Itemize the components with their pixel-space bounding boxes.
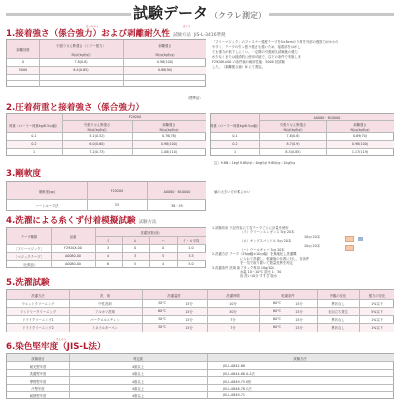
section4-method-label: 試験方法 [138, 220, 157, 225]
method-line: （ハ）ウールギャバ 5㎝ 20本 [240, 248, 285, 253]
table-cell: 6 [106, 262, 110, 266]
table-cell: 0.88(90) [157, 68, 173, 72]
fabric-swatch-image [358, 237, 363, 241]
s4-col-type: テープ種類 [20, 235, 38, 239]
s2-unit-peel-2: N/㎝(kgf/㎝) [350, 128, 370, 132]
s2-col-load: 荷重（ローラー荷重kg/8.5㎝幅） [9, 124, 59, 128]
table-cell: 60℃ [273, 317, 281, 321]
desc-line: 「フリーマジック」のファスナー強度テープを5×8cmのり材を外部の強度力がかかり [212, 40, 339, 44]
table-cell: 0.2 [232, 142, 238, 146]
table-cell: 0.2 [31, 142, 37, 146]
table-cell: 30℃ [158, 301, 166, 305]
table-cell: 15分 [185, 318, 193, 322]
page-title: 試験データ [132, 4, 208, 22]
table-cell: 耐熱堅牢度 [29, 394, 47, 398]
s4-sub-a: イ [106, 239, 110, 243]
table-cell: 38・45 [171, 204, 183, 208]
section5-heading: 5.洗濯試験 [6, 278, 50, 288]
table-cell: 53 [114, 203, 120, 207]
table-cell: パークロルエチレン [90, 318, 120, 322]
table-cell: 摩擦堅牢度 [29, 380, 47, 384]
s6-col-item: 試験項目 [31, 357, 45, 361]
table-cell: ランドリークリーニング [19, 310, 57, 314]
desc-line: した。（剥離強さ値）N にて測定。 [212, 65, 265, 69]
s5-col-strength: 強力の変化 [368, 294, 386, 298]
section1-method-label: 試験方法 [172, 33, 191, 38]
s4-col-code: 品番 [69, 235, 77, 239]
s3-col-f2920x: F2920X [110, 189, 124, 193]
fabric-swatch-image [345, 245, 354, 251]
method-line: 3.洗濯条件 洗剤 新アタック専用 10g/10L [212, 265, 275, 270]
table-cell: 4級以上 [132, 394, 144, 398]
table-cell: ミネラルターペン [91, 326, 119, 330]
table-cell: 7.8(0.8) [74, 60, 88, 64]
table-cell: ドライクリーニング1 [22, 318, 54, 322]
section4-title: 4.洗濯による糸くず付着模擬試験 [6, 216, 136, 226]
table-cell: （比較品） [20, 263, 38, 267]
table-cell: 5.1(0.52) [89, 134, 105, 138]
table-cell: 4 [106, 254, 110, 258]
section4-heading [6, 214, 157, 226]
desc-line: ても強力が低下しにくい。一定間の引張耐久試験後の強力 [212, 50, 298, 54]
table-cell: 15分 [185, 302, 193, 306]
table-cell: 0.98(100) [160, 142, 178, 146]
table-cell: 4級以上 [132, 387, 144, 391]
table-cell: ウエットクリーニング [21, 302, 55, 306]
desc-line: F2920K×00 の条件値の耐用性能：5000 回試験 [212, 60, 285, 64]
table-cell: 0.1 [31, 134, 37, 138]
table-cell: 5000 [18, 68, 28, 72]
method-line: を一気で取り除いて数量差異を判定 [240, 261, 293, 266]
s4-sub-c: ハ [161, 239, 165, 243]
section1-spec: JIS-L-3416準拠 [193, 33, 226, 38]
s2-col-peel: 剥離強さ [162, 123, 176, 127]
table-cell: 7分 [230, 318, 236, 322]
s1-col-count: 剥離回数 [16, 48, 30, 52]
table-cell: 30℃ [158, 325, 166, 329]
table-cell: 30℃ [158, 317, 166, 321]
table-cell: 0.69(70) [352, 134, 368, 138]
table-cell: 4級以上 [132, 365, 144, 369]
method-line: 10㎝ 20本 [304, 243, 321, 248]
s3-col-a0080: A0080・B10000 [163, 190, 191, 194]
ruby-hakuri: はくり [183, 25, 191, 28]
s2-group-left: F2920X [128, 115, 142, 119]
section1-title: 1.接着強さ（係合強力）および剥離耐久性 [6, 29, 170, 39]
ruby-setsuchaku: せっちゃく [86, 25, 99, 28]
section6-table [6, 353, 394, 399]
method-line: 1.試験布帛 下記内容にて各テープごとに計量を使用 [212, 226, 289, 230]
section1-heading [6, 27, 226, 39]
section2-table-right [210, 113, 394, 156]
table-cell: JIS-L-0849-71 [223, 393, 245, 397]
table-cell: A0080-00 [64, 254, 82, 258]
table-cell: 4級以上 [132, 380, 144, 384]
table-cell: F2920X-00 [64, 246, 82, 250]
table-cell: 3 [106, 246, 110, 250]
table-cell: ドライクリーニング2 [22, 326, 54, 330]
desc-line: やすく、テープの引っ張り強さも強いため、接着部をはがし [212, 45, 301, 49]
table-cell: 4級以上 [132, 372, 144, 376]
table-cell: 3.5 [188, 254, 194, 258]
section3-table [6, 181, 206, 211]
section2-table-left [6, 113, 206, 156]
s1-product-note: （標準品） [186, 96, 203, 100]
table-cell: ［マジックテープ］ [14, 255, 44, 259]
table-cell: JIS-L-0844-88 A-2法 [223, 372, 255, 376]
table-cell: 毛羽立ち発生 [328, 310, 348, 314]
table-cell: 1%以下 [371, 302, 383, 306]
table-cell: 6.0(0.60) [89, 142, 105, 146]
table-cell: 60℃ [273, 301, 281, 305]
table-cell: JIS-L-0848-78 C法 [223, 387, 252, 391]
table-cell: 5%以下 [371, 310, 383, 314]
table-cell: 1%以下 [371, 318, 383, 322]
method-line: 10㎝ 20本 [304, 234, 321, 239]
table-cell: 0.1 [232, 134, 238, 138]
table-cell: 耐光堅牢度 [29, 365, 47, 369]
table-cell: 0.76(78) [161, 134, 177, 138]
table-cell: 異状なし [331, 326, 345, 330]
desc-line: が少なくまたは経済的に使用可能で、以下の条件で実施しま [212, 55, 301, 59]
table-cell: 60℃ [158, 309, 166, 313]
table-cell: 60℃ [273, 325, 281, 329]
table-cell: A0080-00 [64, 262, 82, 266]
section3-heading: 3.剛軟度 [6, 169, 42, 179]
s5-col-method: 洗濯方法 [31, 294, 45, 298]
s5-col-look: 外観の変化 [329, 294, 347, 298]
s1-col-peel: 剥離強さ [158, 44, 172, 48]
section4-method [212, 226, 320, 279]
table-cell: 汗堅牢度 [31, 387, 45, 391]
s4-sub-avg: イ・ロ平均 [182, 239, 200, 243]
table-cell: 15分 [185, 310, 193, 314]
table-cell: 異状なし [331, 302, 345, 306]
table-cell: 60℃ [273, 309, 281, 313]
table-cell: 0 [161, 246, 165, 250]
s1-unit-shear: N/㎠(kgf/㎠) [71, 53, 91, 57]
table-cell: 8.3(0.85) [285, 150, 301, 154]
table-cell: ［フリーマジック］ [14, 247, 44, 251]
table-cell: 0 [21, 60, 25, 64]
table-cell: 15分 [295, 318, 303, 322]
table-cell: 4 [161, 262, 165, 266]
title-bar [0, 0, 400, 22]
table-cell: 15分 [295, 326, 303, 330]
table-cell: 6.4(0.65) [73, 68, 89, 72]
method-line: （ロ）キングスパンドル 5㎝ 20本 [240, 239, 292, 244]
page-title-note: （クラレ測定） [210, 11, 269, 20]
table-cell: ハートループ法 [35, 204, 59, 208]
s6-col-grade: 判定級 [133, 357, 143, 361]
s2-unit-shear: N/㎠(kgf/㎠) [87, 128, 107, 132]
s2-unit-note: 注）9.8N＝1kgf 9.8N/㎠＝1kgf/㎠ 9.8N/㎝＝1kgf/㎝ [214, 161, 296, 165]
table-cell: 5.0 [188, 262, 194, 266]
table-cell: 5 [161, 254, 165, 258]
section4-table [6, 227, 206, 268]
table-cell: 10分 [229, 302, 237, 306]
table-cell: 1 [233, 150, 237, 154]
s2-group-right: A0080・B10000 [313, 116, 341, 120]
table-cell: 15分 [295, 302, 303, 306]
s4-sub-b: ロ [133, 239, 137, 243]
s5-col-detergent: 洗 剤 [100, 294, 110, 298]
section1-description [212, 40, 339, 70]
s5-col-temp: 洗濯温度 [167, 294, 181, 298]
table-cell: 15分 [295, 310, 303, 314]
s5-col-dry: 乾燥条件 [281, 294, 295, 298]
s5-col-time: 洗濯時間 [226, 294, 240, 298]
table-cell: 異状なし [331, 318, 345, 322]
table-cell: JIS-L-0842-88 [223, 364, 245, 368]
table-cell: 7.8(0.8) [286, 134, 300, 138]
s1-unit-peel: N/㎝(kgf/㎝) [155, 53, 175, 57]
section6-heading: 6.染色堅牢度（JIS-L法） [6, 342, 106, 352]
table-cell: 1.17(119) [351, 150, 369, 154]
table-cell: 5 [133, 262, 137, 266]
table-cell: 1.0 [188, 246, 194, 250]
s2-unit-peel: N/㎝(kgf/㎝) [159, 128, 179, 132]
table-cell: 0.98(100) [351, 142, 369, 146]
s4-col-count: 洗濯回数(回) [140, 231, 160, 235]
table-cell: 7分 [230, 326, 236, 330]
s6-col-method: 試験方法 [293, 357, 307, 361]
s2-unit-shear-2: N/㎠(kgf/㎠) [283, 128, 303, 132]
method-line: （イ）クリーンエレガンス 5㎝ 20本 [240, 230, 295, 235]
table-cell: 洗濯堅牢度 [29, 372, 47, 376]
section1-table [6, 39, 206, 87]
table-cell: 1%以下 [371, 326, 383, 330]
method-line: 浴 洗い10分 すすぎ 脱水 [240, 274, 278, 279]
s2-col-load-2: 荷重（ローラー荷重kg/8.5㎝幅） [210, 124, 260, 128]
table-cell: 3 [133, 254, 137, 258]
s2-col-shear-2: 引張りせん断強さ [279, 123, 307, 127]
table-cell: 1 [32, 150, 36, 154]
fabric-swatch-image [345, 236, 354, 242]
table-cell: 0.98(100) [156, 60, 174, 64]
table-cell: 8.7(0.9) [286, 142, 300, 146]
table-cell: アルカリ洗剤 [95, 310, 115, 314]
s2-col-peel-2: 剥離強さ [353, 123, 367, 127]
method-line: 水温 10～10℃ 浴比 1：30 [240, 270, 282, 275]
ruby-kenrou: けんろう [56, 338, 67, 341]
table-cell: 0 [133, 246, 137, 250]
section5-table [6, 289, 394, 332]
method-line: 2.洗濯方法 テープ（25㎜幅×10㎝幅）を無地化し洗濯機 [212, 252, 297, 257]
s1-col-shear: 引張りせん断強さ（シアー強力） [56, 44, 106, 48]
table-cell: 15分 [185, 326, 193, 330]
table-cell: 7.2(0.73) [89, 150, 105, 154]
method-line: に入れて洗濯し、乾燥後の付着に対し、各条件 [240, 256, 310, 261]
table-cell: JIS-L-0849-75 Ⅱ形 [223, 380, 251, 384]
section2-heading: 2.圧着荷重と接着強さ（係合強力） [6, 103, 145, 113]
table-cell: 中性洗剤 [98, 302, 112, 306]
table-cell: 1.08(110) [160, 150, 178, 154]
s2-col-shear: 引張りせん断強さ [83, 123, 111, 127]
table-cell: 30分 [229, 310, 237, 314]
s3-note: 値の大きい方が柔らかい [214, 190, 251, 194]
s3-col-name: 剛軟度(㎜) [39, 190, 55, 194]
